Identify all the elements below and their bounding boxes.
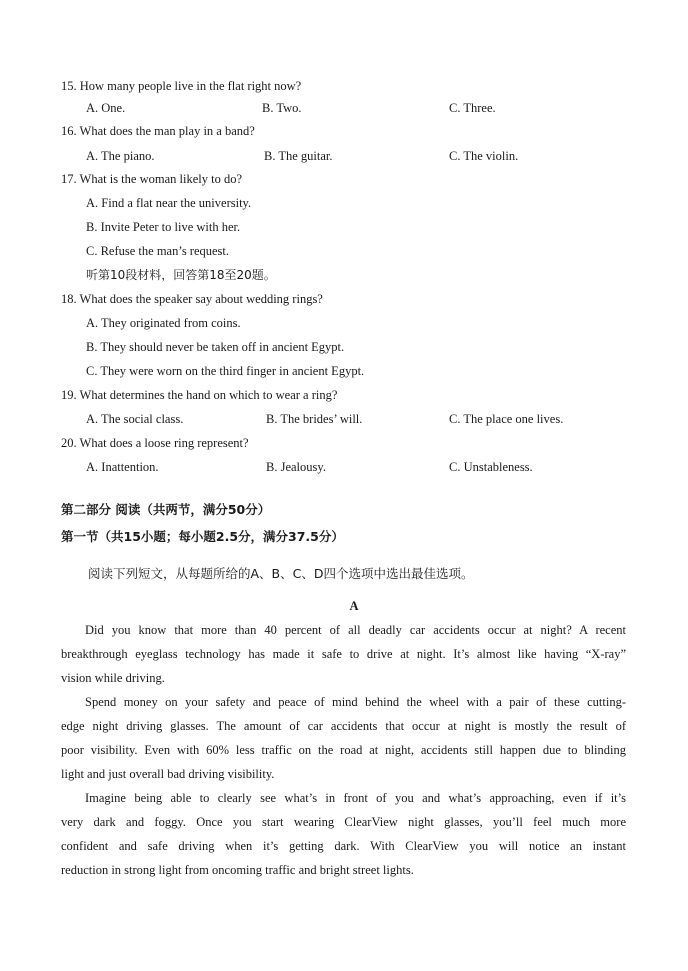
q18-option-c: C. They were worn on the third finger in ancient Egypt. (86, 364, 365, 378)
paragraph-line: breakthrough eyeglass technology has made it safe to drive at night. It’s almost like having “X-ray” (61, 647, 626, 661)
question-18: 18. What does the speaker say about wedding rings? (61, 292, 323, 306)
question-15: 15. How many people live in the flat right now? (61, 79, 302, 93)
paragraph-3 (61, 786, 626, 882)
q15-option-b: B. Two. (262, 101, 302, 115)
paragraph-2 (61, 690, 626, 786)
paragraph-line: very dark and foggy. Once you start wearing ClearView night glasses, you’ll feel much more (61, 815, 626, 829)
part2-heading: 第二部分 阅读（共两节，满分50分） (61, 502, 271, 517)
paragraph-line: poor visibility. Even with 60% less traffic on the road at night, accidents still happen due to blinding (61, 743, 626, 757)
q20-option-b: B. Jealousy. (266, 460, 326, 474)
q16-option-a: A. The piano. (86, 149, 155, 163)
q17-option-a: A. Find a flat near the university. (86, 196, 252, 210)
paragraph-line: vision while driving. (61, 671, 165, 685)
instruction: 阅读下列短文，从每题所给的A、B、C、D四个选项中选出最佳选项。 (88, 566, 474, 581)
q20-option-a: A. Inattention. (86, 460, 159, 474)
question-17: 17. What is the woman likely to do? (61, 172, 242, 186)
paragraph-line: edge night driving glasses. The amount of car accidents that occur at night is mostly the result of (61, 719, 626, 733)
q17-option-b: B. Invite Peter to live with her. (86, 220, 241, 234)
paragraph-line: light and just overall bad driving visibility. (61, 767, 275, 781)
q15-option-c: C. Three. (449, 101, 496, 115)
paragraph-line: Imagine being able to clearly see what’s in front of you and what’s approaching, even if it’s (85, 791, 626, 805)
q16-option-b: B. The guitar. (264, 149, 333, 163)
paragraph-line: confident and safe driving when it’s getting dark. With ClearView you will notice an instant (61, 839, 626, 853)
question-16: 16. What does the man play in a band? (61, 124, 255, 138)
paragraph-1 (61, 618, 626, 690)
question-19: 19. What determines the hand on which to wear a ring? (61, 388, 338, 402)
paragraph-line: Spend money on your safety and peace of mind behind the wheel with a pair of these cutting- (85, 695, 626, 709)
q20-option-c: C. Unstableness. (449, 460, 533, 474)
q18-option-a: A. They originated from coins. (86, 316, 241, 330)
question-20: 20. What does a loose ring represent? (61, 436, 249, 450)
paragraph-line: Did you know that more than 40 percent of all deadly car accidents occur at night? A recent (85, 623, 626, 637)
q18-option-b: B. They should never be taken off in ancient Egypt. (86, 340, 345, 354)
q16-option-c: C. The violin. (449, 149, 519, 163)
q15-option-a: A. One. (86, 101, 126, 115)
q19-option-b: B. The brides’ will. (266, 412, 363, 426)
q17-option-c: C. Refuse the man’s request. (86, 244, 230, 258)
material-note: 听第10段材料，回答第18至20题。 (86, 268, 276, 282)
passage-title: A (349, 599, 359, 613)
q19-option-c: C. The place one lives. (449, 412, 564, 426)
section1-heading: 第一节（共15小题；每小题2.5分，满分37.5分） (61, 529, 344, 544)
paragraph-line: reduction in strong light from oncoming traffic and bright street lights. (61, 863, 414, 877)
q19-option-a: A. The social class. (86, 412, 184, 426)
